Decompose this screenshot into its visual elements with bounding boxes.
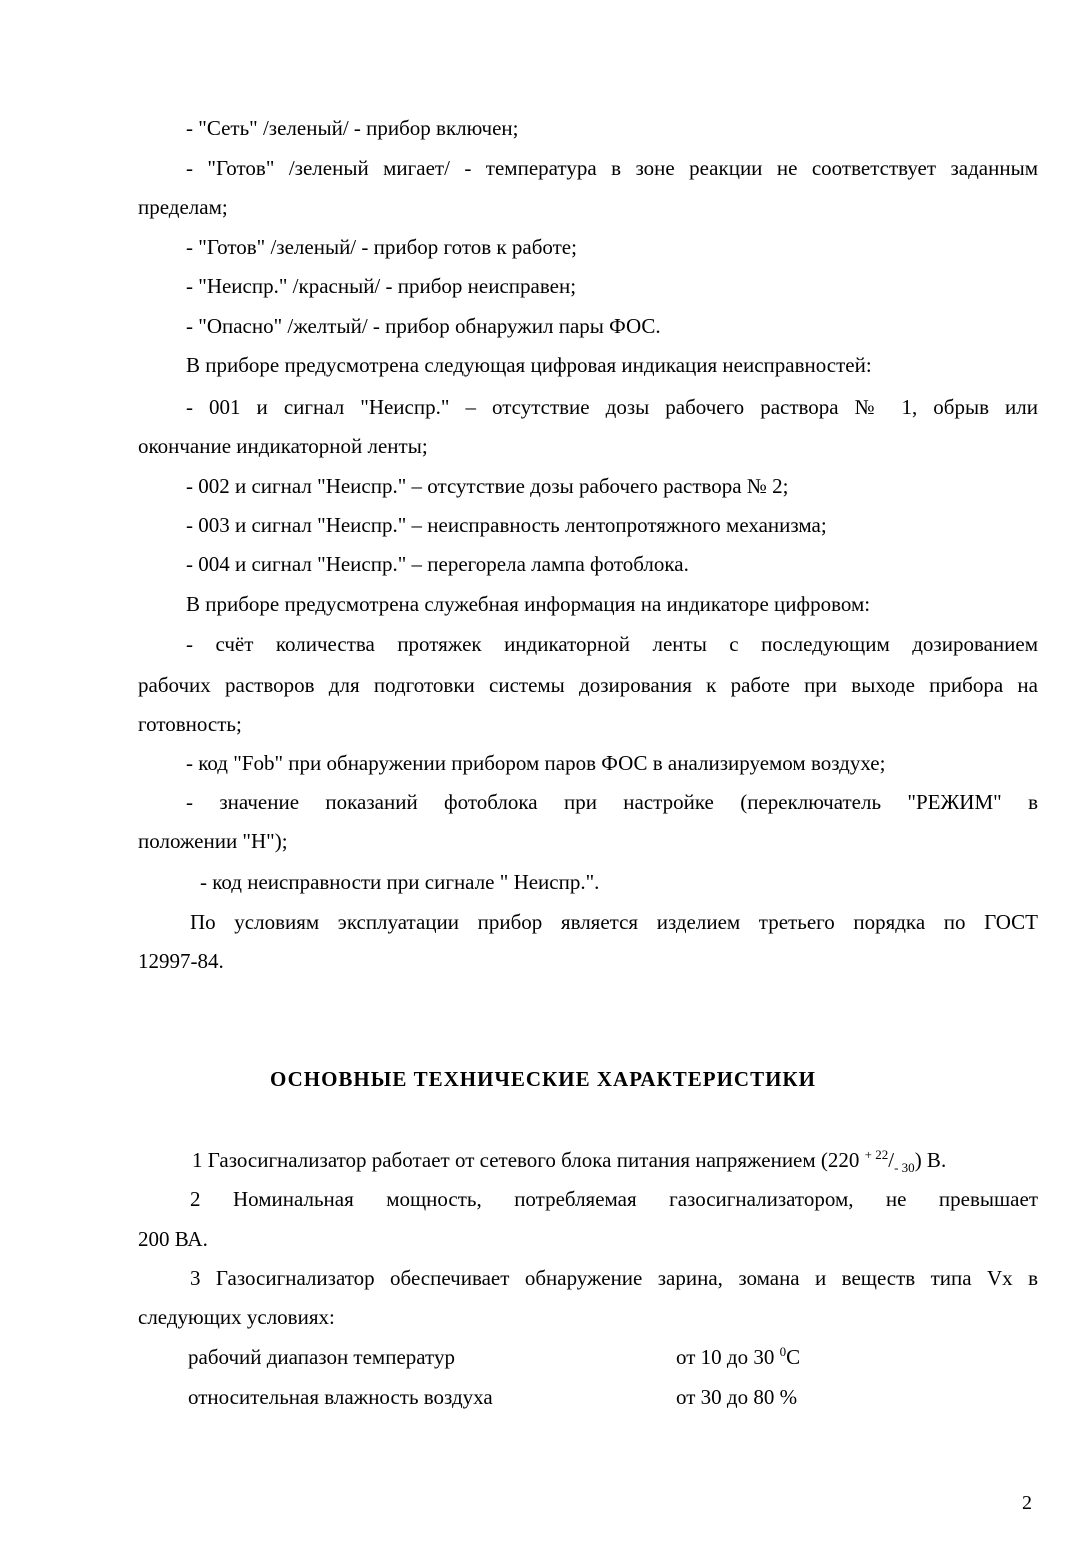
condition-value	[676, 1344, 800, 1370]
spec-item-3: 3 Газосигнализатор обеспечивает обнаружение зарина, зомана и веществ типа Vx в	[190, 1266, 1038, 1290]
fault-001: - 001 и сигнал "Неиспр." – отсутствие дозы рабочего раствора № 1, обрыв или	[186, 395, 1038, 419]
condition-label: относительная влажность воздуха	[188, 1385, 493, 1409]
spec-item-1-slash: /	[888, 1148, 895, 1172]
service-item-3: - значение показаний фотоблока при настройке (переключатель "РЕЖИМ" в	[186, 790, 1038, 814]
indicator-line-5: - "Опасно" /желтый/ - прибор обнаружил пары ФОС.	[186, 314, 661, 338]
service-item-2: - код "Fob" при обнаружении прибором паров ФОС в анализируемом воздухе;	[186, 751, 886, 775]
spec-item-3-cont: следующих условиях:	[138, 1305, 335, 1329]
spec-item-1	[192, 1147, 947, 1176]
page-number: 2	[1022, 1492, 1032, 1514]
fault-004: - 004 и сигнал "Неиспр." – перегорела лампа фотоблока.	[186, 552, 689, 576]
condition-label: рабочий диапазон температур	[188, 1345, 455, 1369]
fault-001-cont: окончание индикаторной ленты;	[138, 434, 428, 458]
fault-002: - 002 и сигнал "Неиспр." – отсутствие дозы рабочего раствора № 2;	[186, 474, 789, 498]
service-intro: В приборе предусмотрена служебная информация на индикаторе цифровом:	[186, 592, 871, 616]
condition-row-humidity	[188, 1384, 1038, 1410]
condition-value-text: от 10 до 30	[676, 1345, 780, 1369]
service-item-4: - код неисправности при сигнале " Неиспр.".	[200, 870, 600, 894]
spec-item-1-tolerance-plus: + 22	[864, 1147, 889, 1162]
indicator-line-3: - "Готов" /зеленый/ - прибор готов к работе;	[186, 235, 577, 259]
fault-003: - 003 и сигнал "Неиспр." – неисправность лентопротяжного механизма;	[186, 513, 827, 537]
fault-intro: В приборе предусмотрена следующая цифровая индикация неисправностей:	[186, 353, 872, 377]
condition-row-temperature	[188, 1344, 1038, 1370]
condition-unit: С	[786, 1345, 801, 1369]
condition-value: от 30 до 80 %	[676, 1385, 798, 1409]
spec-item-2: 2 Номинальная мощность, потребляемая газосигнализатором, не превышает	[190, 1187, 1038, 1211]
service-item-1-cont2: готовность;	[138, 712, 242, 736]
spec-item-1-text: 1 Газосигнализатор работает от сетевого блока питания напряжением (220	[192, 1148, 860, 1172]
spec-item-1-tolerance-minus: - 30	[894, 1160, 915, 1176]
indicator-line-2: - "Готов" /зеленый мигает/ - температура в зоне реакции не соответствует заданным	[186, 156, 1038, 180]
indicator-line-4: - "Неиспр." /красный/ - прибор неисправен;	[186, 274, 577, 298]
indicator-line-1: - "Сеть" /зеленый/ - прибор включен;	[186, 116, 519, 140]
service-item-1-cont: рабочих растворов для подготовки системы дозирования к работе при выходе прибора на	[138, 673, 1038, 697]
degree-sup: 0	[779, 1344, 787, 1359]
indicator-line-2-cont: пределам;	[138, 195, 228, 219]
section-heading: ОСНОВНЫЕ ТЕХНИЧЕСКИЕ ХАРАКТЕРИСТИКИ	[269, 1067, 816, 1091]
spec-item-1-unit: ) В.	[914, 1148, 947, 1172]
service-item-3-cont: положении "Н");	[138, 829, 288, 853]
gost-paragraph-cont: 12997-84.	[138, 949, 224, 973]
service-item-1: - счёт количества протяжек индикаторной ленты с последующим дозированием	[186, 632, 1038, 656]
spec-item-2-cont: 200 ВА.	[138, 1227, 208, 1251]
gost-paragraph: По условиям эксплуатации прибор является изделием третьего порядка по ГОСТ	[190, 910, 1038, 934]
